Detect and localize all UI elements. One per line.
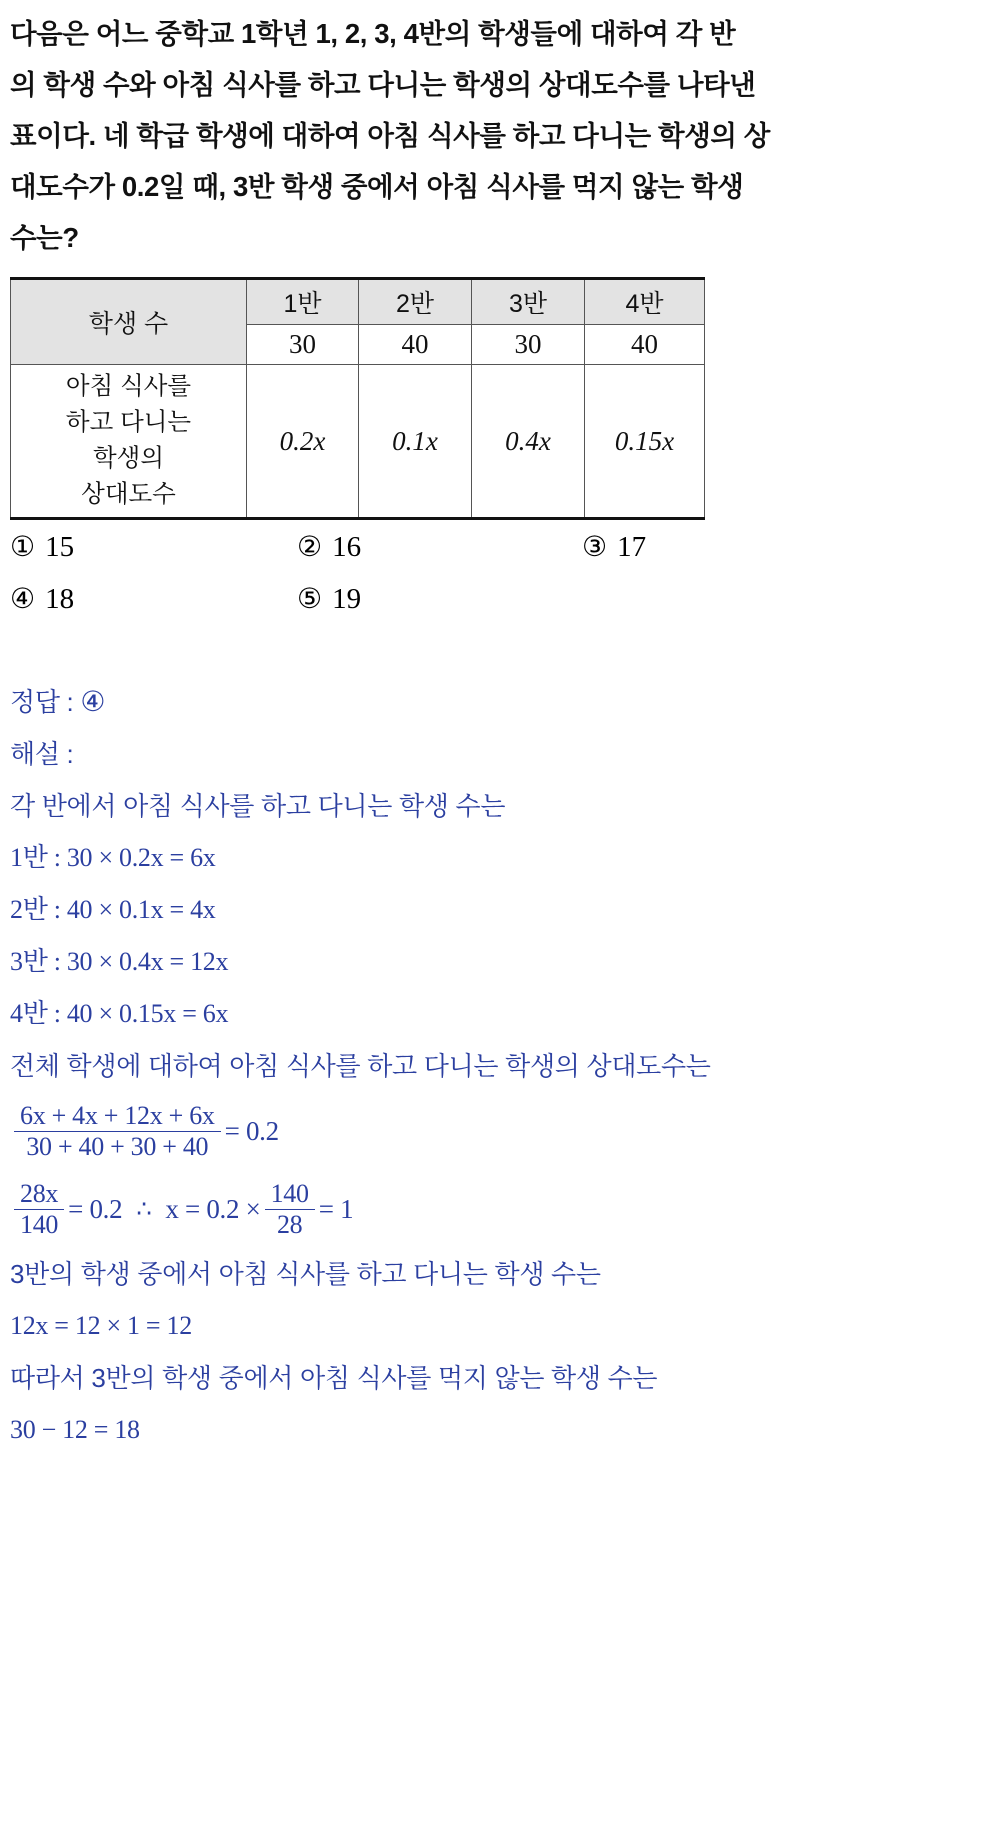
rel-freq-4: 0.15x — [585, 365, 705, 519]
x-result: = 1 — [318, 1193, 354, 1224]
students-count-3: 30 — [472, 325, 585, 365]
choice-text-3: 17 — [617, 531, 647, 563]
choice-row-2 — [10, 582, 981, 634]
col-header-3: 3반 — [472, 279, 585, 325]
col-header-2: 2반 — [359, 279, 472, 325]
fraction-3-numerator: 140 — [270, 1179, 309, 1209]
choice-1[interactable] — [10, 530, 297, 564]
answer-label: 정답 : — [10, 687, 74, 717]
col-header-4: 4반 — [585, 279, 705, 325]
choice-marker-4: ④ — [10, 582, 36, 615]
rel-freq-1: 0.2x — [247, 365, 359, 519]
fraction-1-numerator: 6x + 4x + 12x + 6x — [20, 1101, 215, 1131]
row-header-students: 학생 수 — [11, 279, 247, 365]
fraction-3 — [265, 1179, 315, 1238]
choice-text-2: 16 — [332, 531, 362, 563]
choice-marker-3: ③ — [582, 530, 608, 563]
students-count-4: 40 — [585, 325, 705, 365]
question-line-4: 대도수가 0.2일 때, 3반 학생 중에서 아침 식사를 먹지 않는 학생 — [10, 171, 744, 202]
choice-row-1 — [10, 530, 981, 582]
row-header-line-3: 학생의 — [92, 445, 164, 472]
answer-choices — [10, 530, 981, 634]
choice-marker-1: ① — [10, 530, 36, 563]
solution-line-3: 2반 : 40 × 0.1x = 4x — [10, 895, 216, 924]
solution-block — [10, 676, 981, 1456]
answer-line — [10, 676, 981, 728]
equation-fraction-1 — [10, 1092, 981, 1170]
fraction-2 — [14, 1179, 64, 1238]
therefore-symbol: ∴ — [136, 1195, 152, 1223]
solution-line-4: 3반 : 30 × 0.4x = 12x — [10, 947, 229, 976]
solution-line-1: 각 반에서 아침 식사를 하고 다니는 학생 수는 — [10, 791, 506, 821]
question-line-5: 수는? — [10, 222, 79, 253]
row-header-line-2: 하고 다니는 — [65, 409, 192, 436]
row-header-line-1: 아침 식사를 — [65, 373, 192, 400]
choice-text-4: 18 — [45, 583, 75, 615]
equation-fraction-2 — [10, 1170, 981, 1248]
fraction-2-equals: = 0.2 — [68, 1193, 123, 1224]
table-row — [11, 279, 705, 325]
choice-3[interactable] — [582, 530, 832, 564]
row-header-line-4: 상대도수 — [81, 481, 176, 508]
x-equals-expression: x = 0.2 × — [165, 1193, 261, 1224]
choice-text-5: 19 — [332, 583, 362, 615]
explanation-label: 해설 : — [10, 739, 74, 769]
fraction-1-equals: = 0.2 — [224, 1115, 279, 1146]
rel-freq-3: 0.4x — [472, 365, 585, 519]
col-header-1: 1반 — [247, 279, 359, 325]
choice-4[interactable] — [10, 582, 297, 616]
rel-freq-2: 0.1x — [359, 365, 472, 519]
data-table — [10, 277, 705, 520]
table-row — [11, 365, 705, 519]
choice-text-1: 15 — [45, 531, 75, 563]
fraction-1-denominator: 30 + 40 + 30 + 40 — [26, 1131, 209, 1161]
choice-marker-2: ② — [297, 530, 323, 563]
solution-tail-3: 따라서 3반의 학생 중에서 아침 식사를 먹지 않는 학생 수는 — [10, 1363, 658, 1393]
solution-line-2: 1반 : 30 × 0.2x = 6x — [10, 843, 216, 872]
answer-value: ④ — [80, 685, 106, 718]
fraction-3-denominator: 28 — [276, 1209, 303, 1239]
solution-tail-1: 3반의 학생 중에서 아침 식사를 하고 다니는 학생 수는 — [10, 1259, 601, 1289]
choice-marker-5: ⑤ — [297, 582, 323, 615]
data-table-wrapper — [10, 277, 981, 520]
solution-tail-2: 12x = 12 × 1 = 12 — [10, 1311, 192, 1340]
solution-line-6: 전체 학생에 대하여 아침 식사를 하고 다니는 학생의 상대도수는 — [10, 1051, 711, 1081]
fraction-2-numerator: 28x — [20, 1179, 59, 1209]
question-stem — [10, 8, 981, 263]
question-line-3: 표이다. 네 학급 학생에 대하여 아침 식사를 하고 다니는 학생의 상 — [10, 120, 770, 151]
solution-line-5: 4반 : 40 × 0.15x = 6x — [10, 999, 229, 1028]
fraction-1 — [14, 1101, 221, 1160]
row-header-relative-frequency — [11, 365, 247, 519]
students-count-1: 30 — [247, 325, 359, 365]
fraction-2-denominator: 140 — [20, 1209, 59, 1239]
choice-5[interactable] — [297, 582, 582, 616]
solution-tail-4: 30 − 12 = 18 — [10, 1415, 140, 1444]
question-line-2: 의 학생 수와 아침 식사를 하고 다니는 학생의 상대도수를 나타낸 — [10, 69, 756, 100]
question-line-1: 다음은 어느 중학교 1학년 1, 2, 3, 4반의 학생들에 대하여 각 반 — [10, 18, 736, 49]
students-count-2: 40 — [359, 325, 472, 365]
choice-2[interactable] — [297, 530, 582, 564]
